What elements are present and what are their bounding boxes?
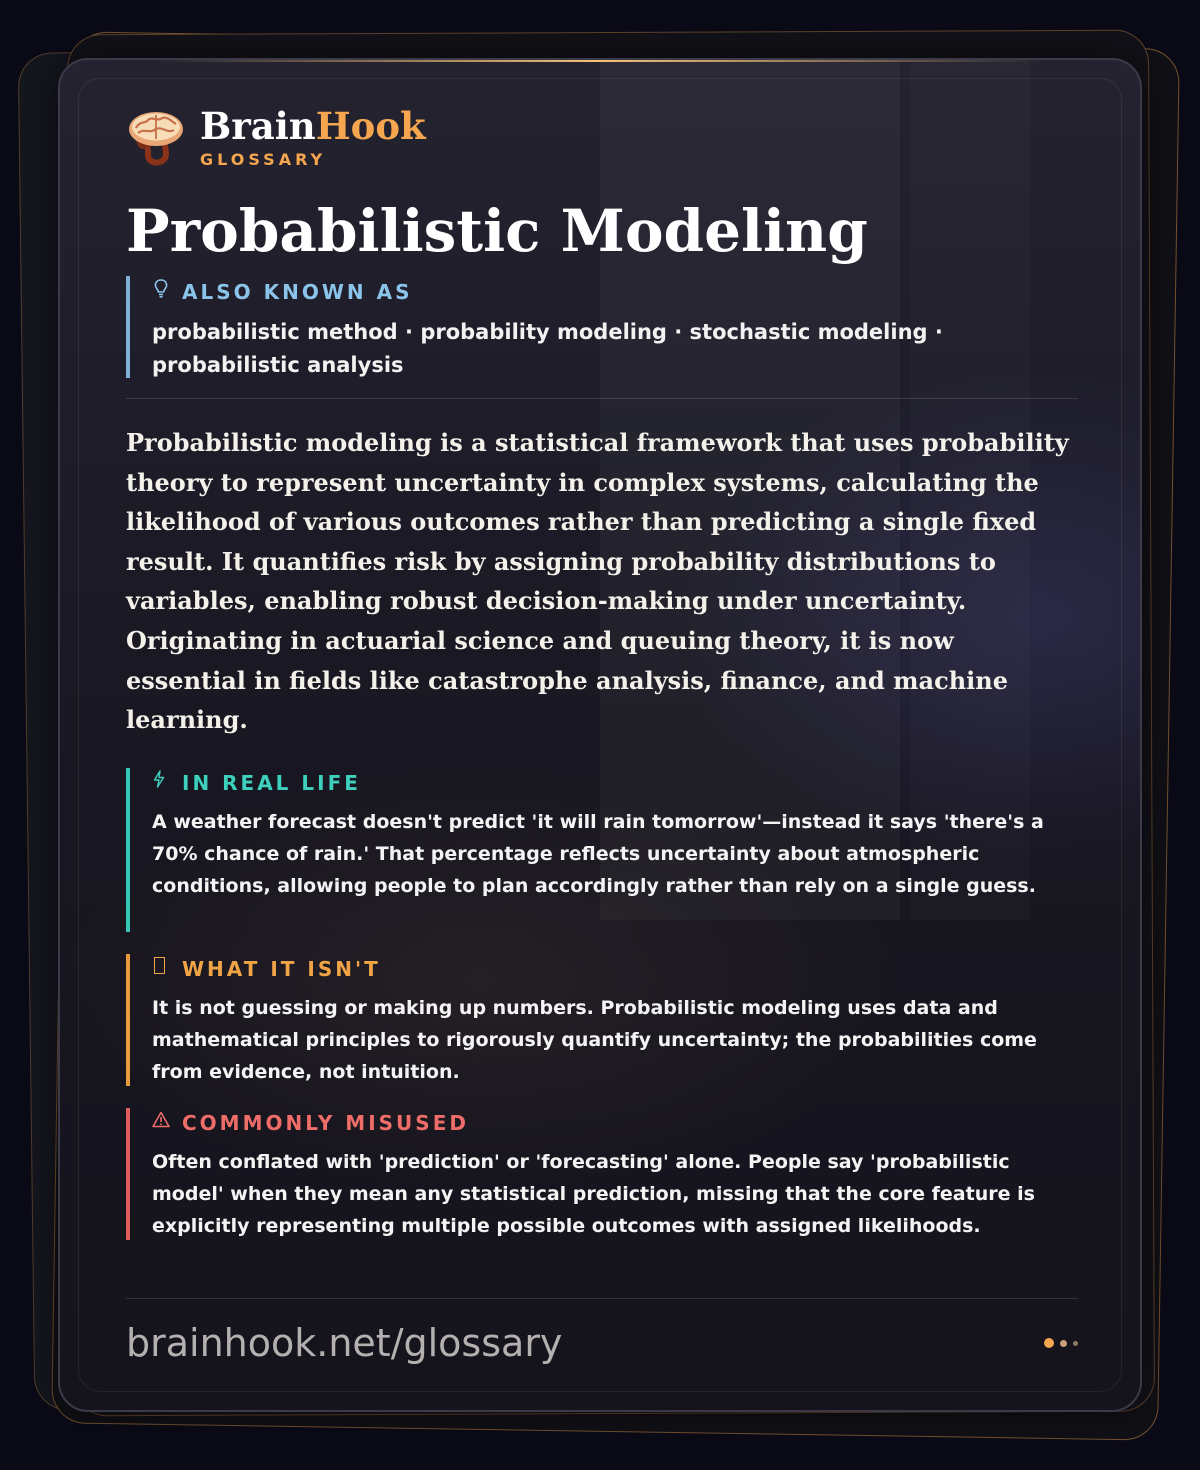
brain-hook-logo-icon <box>126 106 186 168</box>
page-dot-active <box>1044 1338 1054 1348</box>
lightning-icon <box>152 770 174 796</box>
also-known-as-label: ALSO KNOWN AS <box>182 280 413 304</box>
commonly-misused-text: Often conflated with 'prediction' or 'forecasting' alone. People say 'probabilistic model' when they mean any statistical prediction, missing that the core feature is explicitly representing multiple possible outcomes with assigned likelihoods. <box>152 1150 1035 1237</box>
glossary-card <box>58 58 1142 1412</box>
also-known-as-section <box>126 276 1078 378</box>
term-title: Probabilistic Modeling <box>126 197 868 265</box>
what-it-isnt-section <box>126 954 1078 1086</box>
page-dot <box>1060 1340 1067 1347</box>
page-dot <box>1073 1341 1078 1346</box>
brand-name <box>200 103 426 148</box>
page-indicator-dots <box>1038 1338 1078 1348</box>
in-real-life-heading <box>152 770 1078 796</box>
footer-url[interactable]: brainhook.net/glossary <box>126 1321 563 1365</box>
brand-subtitle: GLOSSARY <box>200 149 327 169</box>
card-content <box>126 102 1078 1240</box>
in-real-life-label: IN REAL LIFE <box>182 770 361 795</box>
in-real-life-text: A weather forecast doesn't predict 'it will rain tomorrow'—instead it says 'there's a 70% chance of rain.' That percentage reflects uncertainty about atmospheric conditions, allowing people to plan accordingly rather than rely on a single guess. <box>152 810 1044 897</box>
warning-icon <box>152 1110 174 1136</box>
what-it-isnt-label: WHAT IT ISN'T <box>182 956 381 981</box>
brand-header <box>126 102 1078 172</box>
brand-name-brain: Brain <box>200 103 316 148</box>
what-it-isnt-heading <box>152 956 1078 982</box>
commonly-misused-heading <box>152 1110 1078 1136</box>
in-real-life-section <box>126 768 1078 932</box>
missing-glyph-icon <box>152 956 174 982</box>
what-it-isnt-text: It is not guessing or making up numbers. Probabilistic modeling uses data and mathematical principles to rigorously quantify uncertainty; the probabilities come from evidence, not intuition. <box>152 996 1037 1083</box>
lightbulb-icon <box>152 278 174 306</box>
card-top-highlight <box>160 60 1040 62</box>
card-footer <box>126 1298 1078 1387</box>
brand-text <box>200 103 426 169</box>
commonly-misused-label: COMMONLY MISUSED <box>182 1110 469 1135</box>
also-known-as-terms: probabilistic method · probability modeling · stochastic modeling · probabilistic analysis <box>152 320 943 377</box>
section-divider <box>126 398 1078 399</box>
also-known-as-heading <box>152 276 1078 306</box>
commonly-misused-section <box>126 1108 1078 1240</box>
term-definition: Probabilistic modeling is a statistical framework that uses probability theory to represent uncertainty in complex systems, calculating the likelihood of various outcomes rather than predicting a single fixed result. It quantifies risk by assigning probability distributions to variables, enabling robust decision-making under uncertainty. Originating in actuarial science and queuing theory, it is now essential in fields like catastrophe analysis, finance, and machine learning. <box>126 428 1069 735</box>
footer-row <box>126 1299 1078 1387</box>
brand-name-hook: Hook <box>315 103 426 148</box>
